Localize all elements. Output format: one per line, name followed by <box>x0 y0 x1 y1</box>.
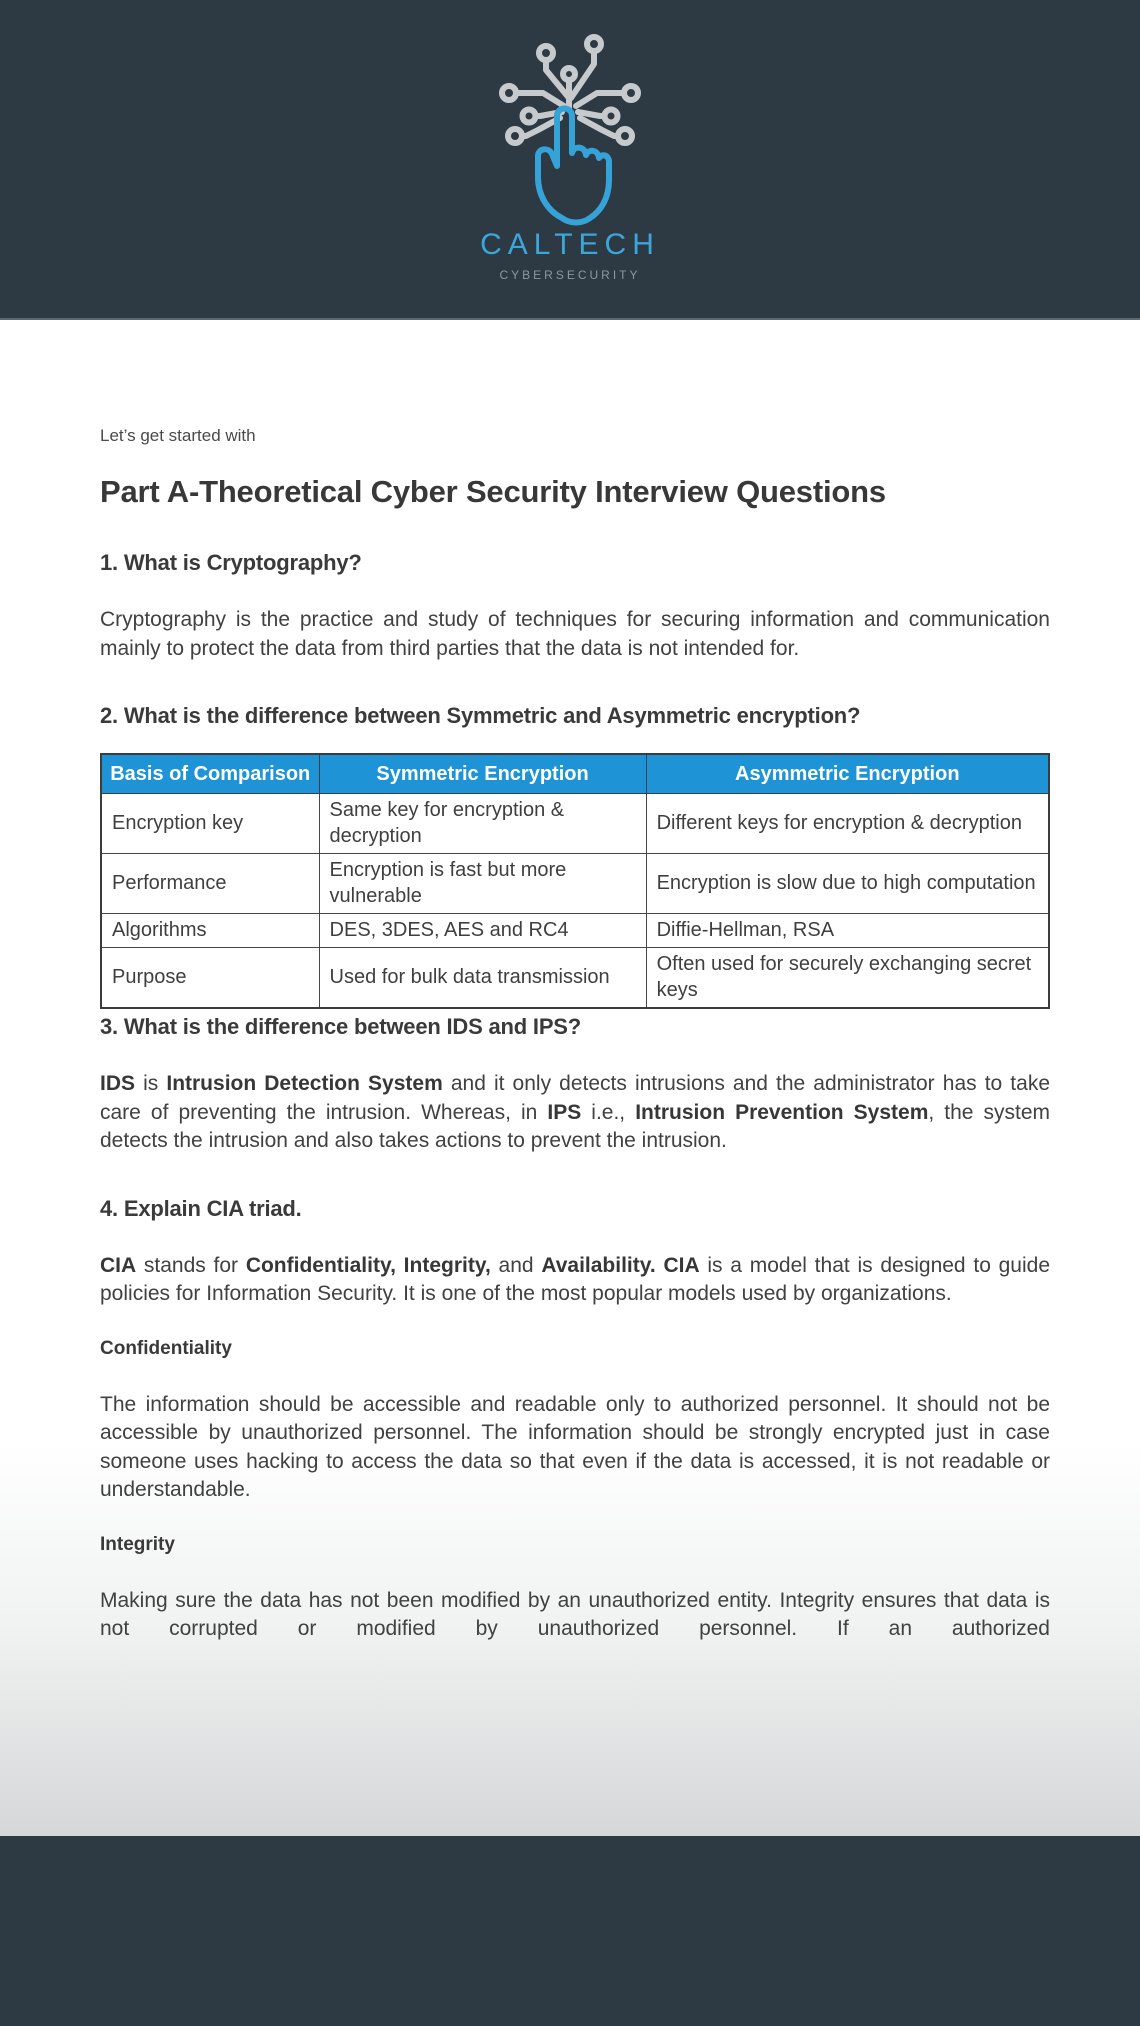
table-cell: Used for bulk data transmission <box>319 948 646 1009</box>
text-run: i.e., <box>581 1100 636 1124</box>
table-row <box>101 914 1049 948</box>
content-flow <box>100 550 1050 1644</box>
question-heading: 2. What is the difference between Symmetric and Asymmetric encryption? <box>100 703 861 728</box>
question-heading: 1. What is Cryptography? <box>100 550 362 575</box>
text-run: Cryptography is the practice and study of techniques for securing information and communication mainly to protect the data from third parties that the data is not intended for. <box>100 608 1050 660</box>
text-run: is a model that is designed to guide policies for Information Security. It is one of the most popular models used by organizations. <box>100 1253 1051 1305</box>
text-run: , the system detects the intrusion and also takes actions to prevent the intrusion. <box>100 1100 1051 1152</box>
bold-text-run: IDS <box>100 1072 136 1095</box>
question-heading: 4. Explain CIA triad. <box>100 1195 302 1221</box>
table-cell: Encryption key <box>101 794 319 854</box>
text-run: stands for <box>136 1253 246 1277</box>
term-heading: Confidentiality <box>100 1337 232 1359</box>
table-cell: Encryption is fast but more vulnerable <box>319 854 646 914</box>
table-cell: Different keys for encryption & decryption <box>646 794 1049 854</box>
encryption-comparison-table <box>100 753 1050 1009</box>
paragraph <box>100 1587 1050 1644</box>
bold-text-run: IPS <box>547 1100 582 1124</box>
bold-text-run: Intrusion Detection System <box>166 1072 443 1095</box>
column-header: Basis of Comparison <box>101 754 319 794</box>
brand-name: CALTECH <box>480 228 660 261</box>
bold-text-run: Intrusion Prevention System <box>635 1100 929 1124</box>
table-cell: Often used for securely exchanging secret keys <box>646 948 1049 1009</box>
footer-band <box>0 1836 1140 2026</box>
table-header-row <box>101 754 1049 794</box>
table-cell: Purpose <box>101 948 319 1009</box>
brand-tagline: CYBERSECURITY <box>499 268 641 282</box>
brand-header-band <box>0 0 1140 320</box>
circuit-hand-cursor-icon <box>498 34 643 226</box>
question-heading: 3. What is the difference between IDS and IPS? <box>100 1014 582 1039</box>
table-row <box>101 794 1049 854</box>
text-run: and <box>490 1253 542 1277</box>
bold-text-run: Availability. CIA <box>541 1253 700 1277</box>
table-cell: DES, 3DES, AES and RC4 <box>319 914 646 948</box>
column-header: Symmetric Encryption <box>319 754 646 794</box>
text-run: is <box>135 1072 167 1095</box>
paragraph <box>100 1070 1050 1156</box>
intro-text: Let’s get started with <box>100 426 256 445</box>
column-header: Asymmetric Encryption <box>646 754 1049 794</box>
table-cell: Same key for encryption & decryption <box>319 794 646 854</box>
page-body <box>0 320 1140 1836</box>
bold-text-run: Confidentiality, Integrity, <box>245 1253 491 1277</box>
page-title: Part A-Theoretical Cyber Security Interview Questions <box>100 474 886 509</box>
table-cell: Performance <box>101 854 319 914</box>
term-heading: Integrity <box>100 1533 175 1555</box>
table-row <box>101 948 1049 1009</box>
text-run: Making sure the data has not been modified by an unauthorized entity. Integrity ensures that data is not corrupted or modified by unauthorized personnel. If an authorized <box>100 1588 1050 1640</box>
table-row <box>101 854 1049 914</box>
paragraph <box>100 1391 1050 1505</box>
brand-logo <box>498 34 643 226</box>
paragraph <box>100 1252 1050 1309</box>
table-cell: Diffie-Hellman, RSA <box>646 914 1049 948</box>
text-run: and it only detects intrusions and the administrator has to take care of preventing the intrusion. Whereas, in <box>100 1072 1050 1124</box>
table-cell: Algorithms <box>101 914 319 948</box>
table-cell: Encryption is slow due to high computation <box>646 854 1049 914</box>
bold-text-run: CIA <box>100 1253 137 1277</box>
paragraph <box>100 606 1050 663</box>
text-run: The information should be accessible and readable only to authorized personnel. It should not be accessible by unauthorized personnel. The information should be strongly encrypted just in case someone uses hacking to access the data so that even if the data is accessed, it is not readable or understandable. <box>100 1392 1050 1501</box>
